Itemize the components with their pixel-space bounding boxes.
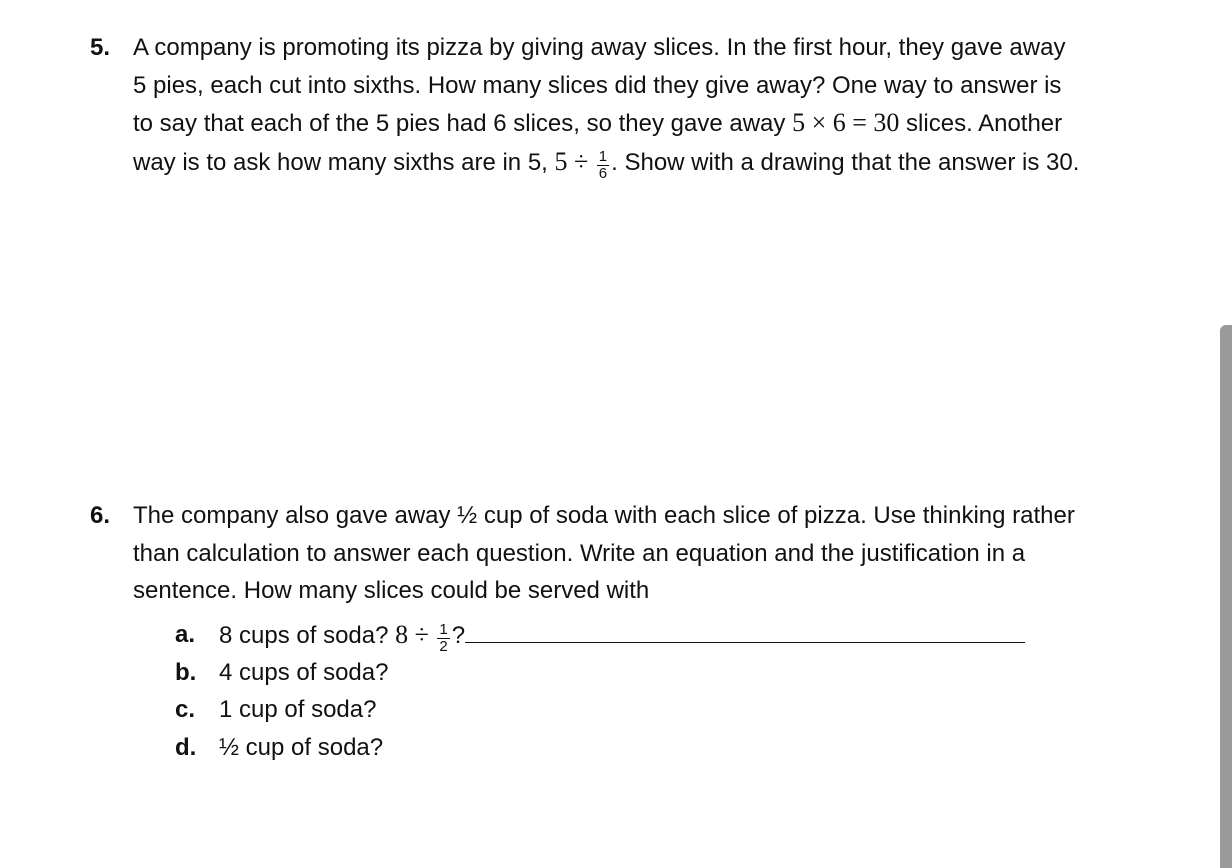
problem-6-line-3: sentence. How many slices could be served with	[133, 577, 650, 604]
problem-5-line-4-tail: . Show with a drawing that the answer is 30.	[611, 148, 1080, 176]
fraction-one-sixth	[597, 149, 609, 182]
multiplication-expression: 5 × 6 = 30	[792, 108, 900, 137]
problem-number: 5.	[90, 34, 111, 61]
sub-question-letter: c.	[175, 696, 196, 723]
answer-blank-line[interactable]	[465, 620, 1025, 643]
problem-text	[133, 497, 1170, 610]
fraction-denominator: 6	[598, 164, 608, 182]
problem-5-line-3-text: to say that each of the 5 pies had 6 slices, so they gave away	[133, 110, 793, 137]
sub-question-text: ½ cup of soda?	[219, 733, 384, 761]
vertical-scrollbar[interactable]	[1220, 325, 1232, 868]
problem-5-line-4	[133, 143, 1170, 182]
division-expression: 5 ÷	[554, 146, 595, 176]
problem-5-line-3	[133, 104, 1170, 143]
fraction-numerator: 1	[439, 621, 448, 639]
fraction-one-half	[437, 622, 449, 655]
problem-5-line-2: 5 pies, each cut into sixths. How many slices did they give away? One way to answer is	[133, 71, 1062, 99]
problem-6-line-2: than calculation to answer each question. Write an equation and the justification in a	[133, 539, 1026, 567]
problem-5-line-3-tail: slices. Another	[899, 110, 1063, 137]
question-mark: ?	[451, 622, 466, 649]
sub-question-a-text: 8 cups of soda?	[219, 622, 396, 649]
problem-6-line-1: The company also gave away ½ cup of soda with each slice of pizza. Use thinking rather	[133, 502, 1075, 529]
division-expression: 8 ÷	[395, 620, 436, 649]
problem-5-line-1: A company is promoting its pizza by giving away slices. In the first hour, they gave away	[133, 34, 1066, 61]
sub-question-letter: b.	[175, 658, 197, 686]
sub-question-letter: a.	[175, 621, 196, 648]
fraction-numerator: 1	[598, 147, 608, 165]
sub-question-text: 4 cups of soda?	[219, 658, 389, 686]
sub-question-text: 1 cup of soda?	[219, 696, 377, 723]
fraction-denominator: 2	[439, 638, 448, 656]
problem-6	[90, 497, 1170, 610]
problem-text	[133, 29, 1170, 182]
sub-question-letter: d.	[175, 733, 197, 761]
sub-question-text	[219, 616, 1025, 655]
problem-5-line-4-text: way is to ask how many sixths are in 5,	[133, 148, 555, 176]
problem-number: 6.	[90, 502, 111, 529]
problem-5	[90, 29, 1170, 182]
